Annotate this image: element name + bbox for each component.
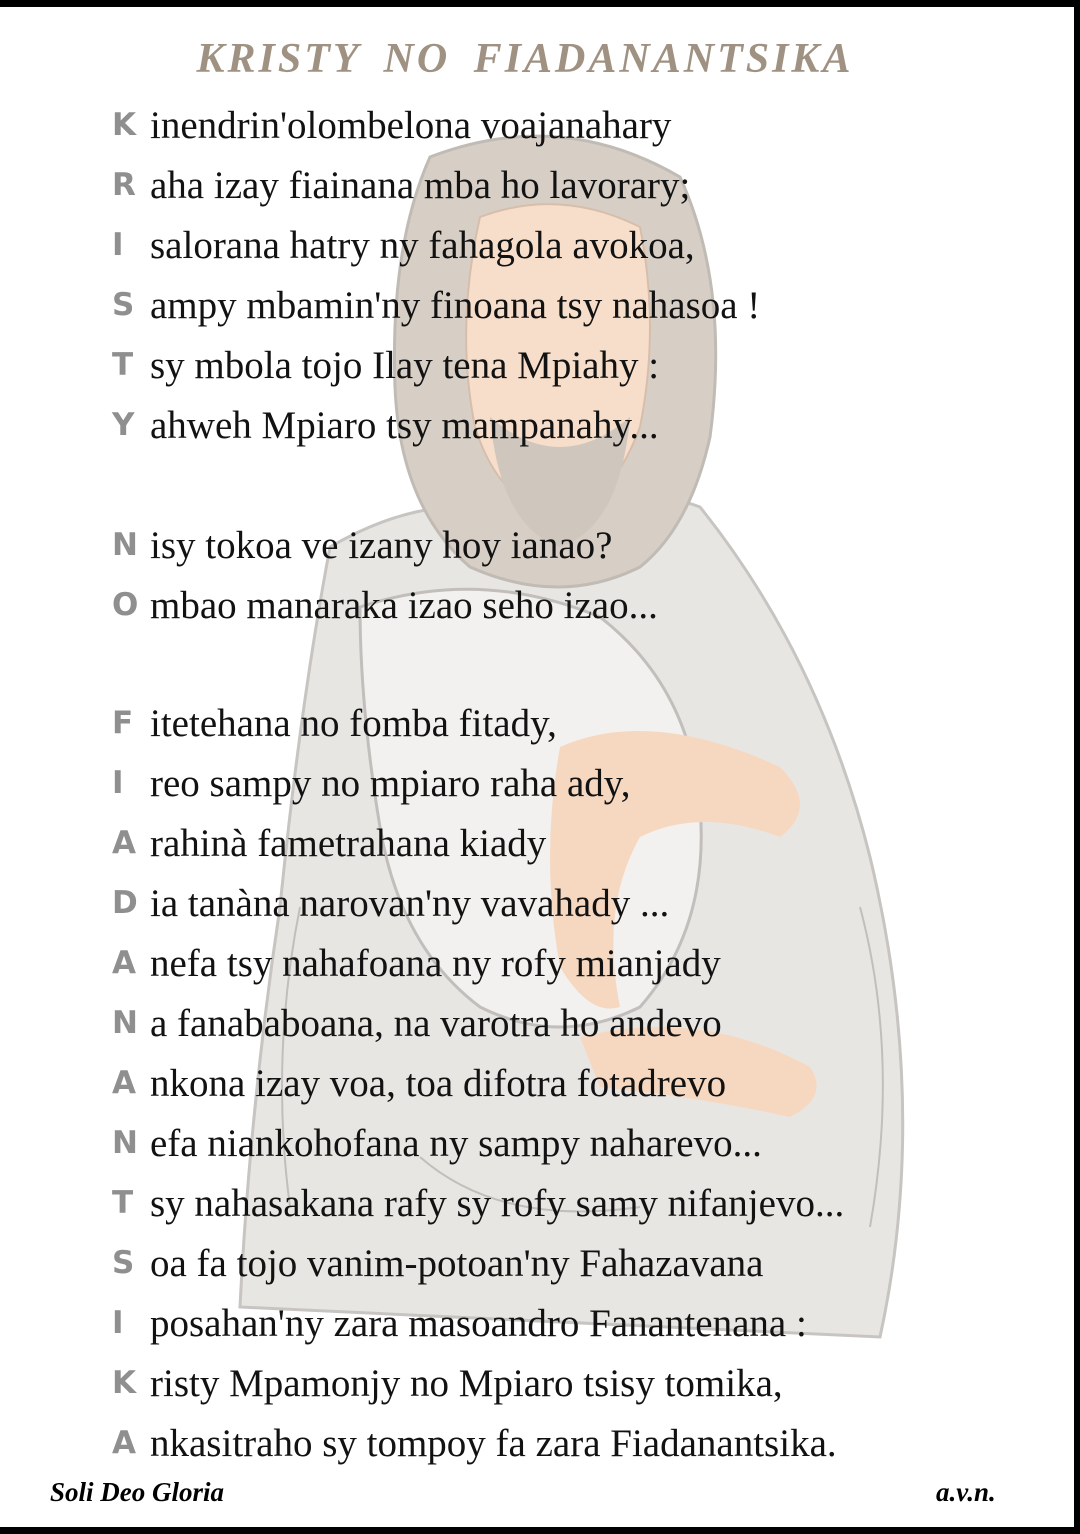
line-text: ampy mbamin'ny finoana tsy nahasoa ! (150, 283, 761, 327)
line-text: mbao manaraka izao seho izao... (150, 583, 658, 627)
poem-line (112, 873, 669, 933)
line-text: salorana hatry ny fahagola avokoa, (150, 223, 695, 267)
footer-dedication: Soli Deo Gloria (50, 1477, 225, 1507)
poem-line (112, 335, 659, 395)
line-text: isy tokoa ve izany hoy ianao? (150, 523, 613, 567)
line-text: sy mbola tojo Ilay tena Mpiahy : (150, 343, 660, 387)
acrostic-initial: A (112, 825, 136, 861)
line-text: nefa tsy nahafoana ny rofy mianjady (150, 941, 721, 985)
footer-signature: a.v.n. (936, 1477, 996, 1507)
acrostic-initial: K (112, 107, 137, 143)
acrostic-initial: N (112, 1005, 138, 1041)
line-text: ia tanàna narovan'ny vavahady ... (150, 881, 670, 925)
poem-line (112, 575, 658, 635)
acrostic-initial: N (112, 1125, 138, 1161)
line-text: rahinà fametrahana kiady (150, 821, 547, 865)
poem-line (112, 215, 695, 275)
poem-line (112, 813, 546, 873)
acrostic-initial: S (112, 1245, 135, 1281)
acrostic-initial: R (112, 167, 136, 203)
poem-line (112, 395, 659, 455)
line-text: risty Mpamonjy no Mpiaro tsisy tomika, (150, 1361, 783, 1405)
acrostic-initial: D (112, 885, 138, 921)
poem-line (112, 753, 630, 813)
line-text: nkona izay voa, toa difotra fotadrevo (150, 1061, 727, 1105)
poem-line (112, 1293, 807, 1353)
poem-title: KRISTY NO FIADANANTSIKA (196, 36, 854, 82)
line-text: ahweh Mpiaro tsy mampanahy... (150, 403, 659, 447)
acrostic-initial: A (112, 1425, 136, 1461)
acrostic-initial: I (112, 765, 124, 801)
poem-page (0, 7, 1074, 1527)
acrostic-initial: T (112, 1185, 134, 1221)
acrostic-initial: K (112, 1365, 137, 1401)
acrostic-initial: T (112, 347, 134, 383)
acrostic-initial: I (112, 1305, 124, 1341)
poem-line (112, 275, 760, 335)
line-text: posahan'ny zara masoandro Fanantenana : (150, 1301, 807, 1345)
line-text: aha izay fiainana mba ho lavorary; (150, 163, 691, 207)
acrostic-initial: F (112, 705, 134, 741)
poem-line (112, 1353, 783, 1413)
poem-line (112, 155, 690, 215)
line-text: inendrin'olombelona voajanahary (150, 103, 672, 147)
poem-line (112, 933, 721, 993)
line-text: reo sampy no mpiaro raha ady, (150, 761, 631, 805)
poem-line (112, 1413, 837, 1473)
poem-line (112, 95, 671, 155)
acrostic-initial: A (112, 945, 136, 981)
poem-line (112, 1173, 844, 1233)
line-text: oa fa tojo vanim-potoan'ny Fahazavana (150, 1241, 764, 1285)
acrostic-initial: Y (112, 407, 135, 443)
acrostic-initial: A (112, 1065, 136, 1101)
acrostic-initial: O (112, 587, 139, 623)
line-text: efa niankohofana ny sampy naharevo... (150, 1121, 762, 1165)
line-text: nkasitraho sy tompoy fa zara Fiadanantsika. (150, 1421, 837, 1465)
poem-line (112, 1233, 763, 1293)
poem-line (112, 1113, 762, 1173)
line-text: a fanababoana, na varotra ho andevo (150, 1001, 722, 1045)
acrostic-initial: N (112, 527, 138, 563)
poem-line (112, 1053, 726, 1113)
poem-line (112, 993, 722, 1053)
line-text: sy nahasakana rafy sy rofy samy nifanjevo... (150, 1181, 845, 1225)
poem-line (112, 693, 557, 753)
acrostic-initial: S (112, 287, 135, 323)
poem-line (112, 515, 612, 575)
line-text: itetehana no fomba fitady, (150, 701, 557, 745)
acrostic-initial: I (112, 227, 124, 263)
